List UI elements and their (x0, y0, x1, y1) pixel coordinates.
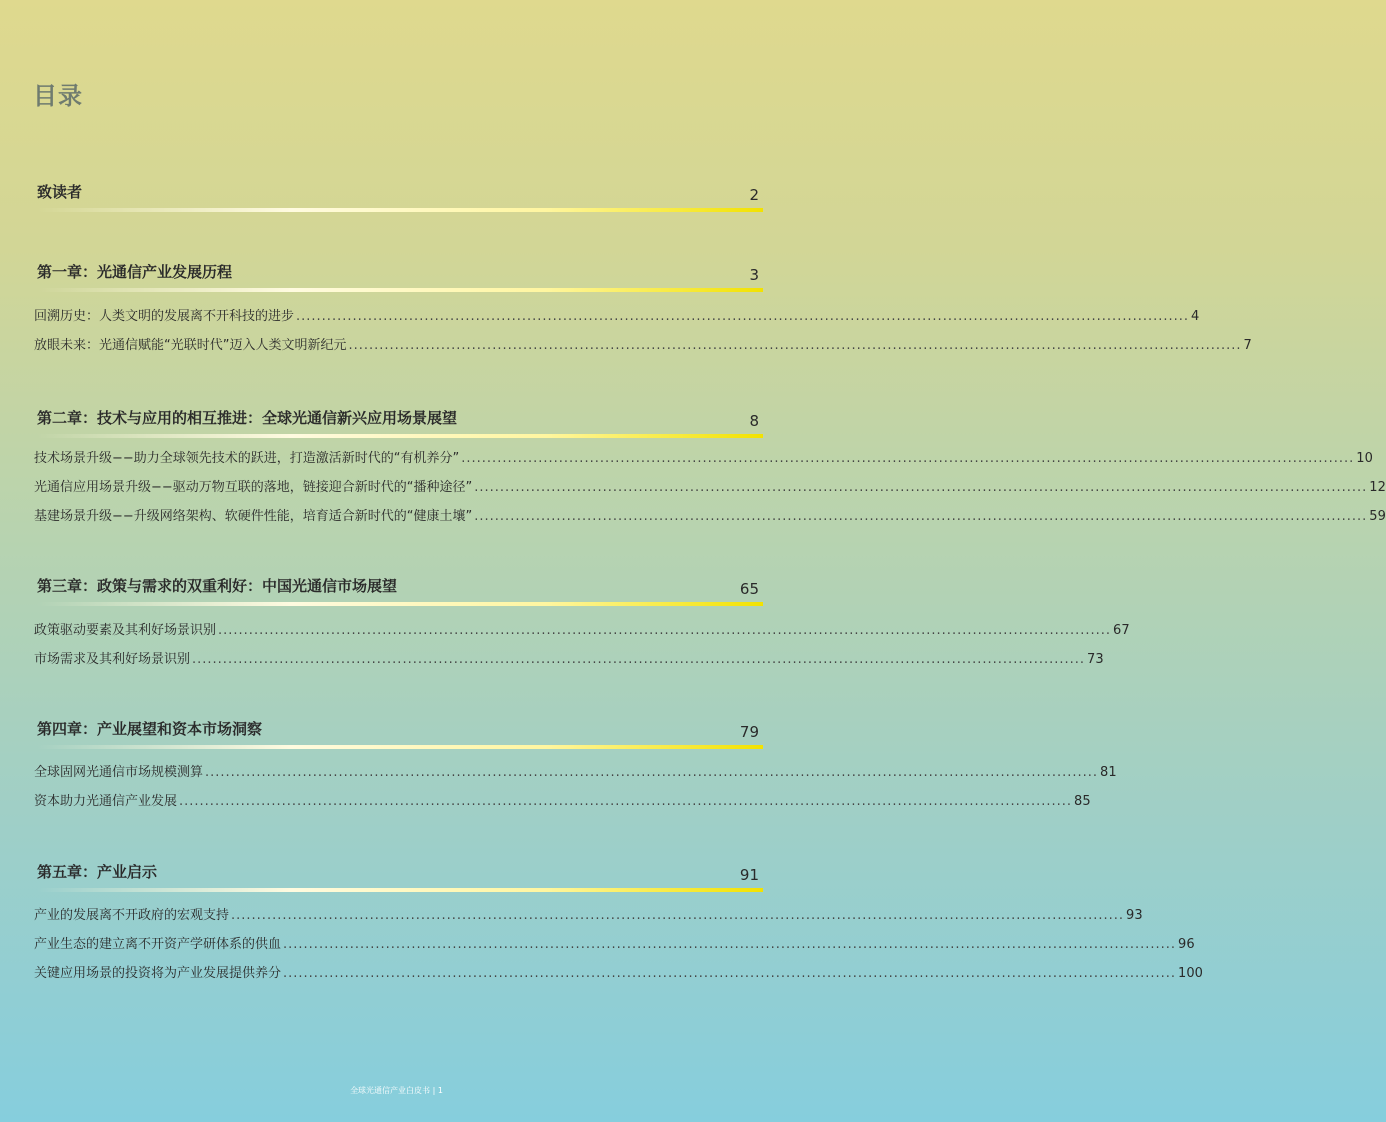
chapter-page-number: 8 (749, 412, 759, 430)
entry-page-number: 96 (1178, 937, 1195, 952)
dot-leader: .............................................................................................................................................................................. (231, 908, 1125, 923)
chapter-divider (37, 288, 763, 292)
entry-title: 技术场景升级−−助力全球领先技术的跃进，打造激活新时代的“有机养分” (34, 451, 460, 466)
toc-chapter-5[interactable] (37, 862, 763, 892)
dot-leader: .............................................................................................................................................................................. (205, 765, 1099, 780)
entry-title: 资本助力光通信产业发展 (34, 794, 178, 809)
dot-leader: .............................................................................................................................................................................. (474, 480, 1368, 495)
dot-leader: .............................................................................................................................................................................. (461, 451, 1355, 466)
entry-title: 政策驱动要素及其利好场景识别 (34, 623, 217, 638)
dot-leader: .............................................................................................................................................................................. (296, 309, 1190, 324)
entry-title: 放眼未来：光通信赋能“光联时代”迈入人类文明新纪元 (34, 338, 347, 353)
entry-title: 产业生态的建立离不开资产学研体系的供血 (34, 937, 282, 952)
toc-chapter-1[interactable] (37, 262, 763, 292)
toc-entry[interactable] (34, 959, 1203, 981)
entry-page-number: 73 (1087, 652, 1104, 667)
toc-entry[interactable] (34, 331, 1252, 353)
chapter-title: 第五章：产业启示 (37, 863, 158, 881)
entry-page-number: 100 (1178, 966, 1203, 981)
chapter-divider (37, 434, 763, 438)
chapter-divider (37, 602, 763, 606)
toc-entry[interactable] (34, 473, 1386, 495)
entry-page-number: 59 (1369, 509, 1386, 524)
chapter-page-number: 79 (739, 723, 759, 741)
dot-leader: .............................................................................................................................................................................. (474, 509, 1368, 524)
entry-title: 基建场景升级−−升级网络架构、软硬件性能，培育适合新时代的“健康土壤” (34, 509, 473, 524)
dot-leader: .............................................................................................................................................................................. (179, 794, 1073, 809)
toc-entry[interactable] (34, 930, 1195, 952)
toc-entry[interactable] (34, 616, 1130, 638)
dot-leader: .............................................................................................................................................................................. (218, 623, 1112, 638)
toc-entry[interactable] (34, 502, 1386, 524)
toc-entry[interactable] (34, 302, 1200, 324)
toc-entry[interactable] (34, 444, 1373, 466)
entry-title: 关键应用场景的投资将为产业发展提供养分 (34, 966, 282, 981)
chapter-page-number: 91 (739, 866, 759, 884)
chapter-divider (37, 208, 763, 212)
entry-page-number: 10 (1356, 451, 1373, 466)
entry-title: 光通信应用场景升级−−驱动万物互联的落地，链接迎合新时代的“播种途径” (34, 480, 473, 495)
chapter-page-number: 2 (749, 186, 759, 204)
chapter-title: 第一章：光通信产业发展历程 (37, 263, 233, 281)
chapter-title: 第四章：产业展望和资本市场洞察 (37, 720, 263, 738)
toc-entry[interactable] (34, 901, 1143, 923)
chapter-title: 致读者 (37, 183, 83, 201)
toc-entry[interactable] (34, 758, 1117, 780)
chapter-title: 第三章：政策与需求的双重利好：中国光通信市场展望 (37, 577, 398, 595)
dot-leader: .............................................................................................................................................................................. (348, 338, 1242, 353)
chapter-title: 第二章：技术与应用的相互推进：全球光通信新兴应用场景展望 (37, 409, 458, 427)
entry-title: 产业的发展离不开政府的宏观支持 (34, 908, 230, 923)
toc-chapter-4[interactable] (37, 719, 763, 749)
entry-title: 全球固网光通信市场规模测算 (34, 765, 204, 780)
entry-page-number: 4 (1191, 309, 1200, 324)
entry-title: 回溯历史：人类文明的发展离不开科技的进步 (34, 309, 295, 324)
entry-title: 市场需求及其利好场景识别 (34, 652, 191, 667)
toc-entry[interactable] (34, 645, 1104, 667)
page-footer: 全球光通信产业白皮书 | 1 (350, 1086, 443, 1095)
chapter-page-number: 3 (749, 266, 759, 284)
chapter-divider (37, 745, 763, 749)
entry-page-number: 67 (1113, 623, 1130, 638)
dot-leader: .............................................................................................................................................................................. (192, 652, 1086, 667)
toc-chapter-preface[interactable] (37, 182, 763, 212)
toc-chapter-2[interactable] (37, 408, 763, 438)
entry-page-number: 12 (1369, 480, 1386, 495)
entry-page-number: 85 (1074, 794, 1091, 809)
toc-title: 目录 (33, 82, 83, 110)
entry-page-number: 93 (1126, 908, 1143, 923)
toc-entry[interactable] (34, 787, 1091, 809)
toc-chapter-3[interactable] (37, 576, 763, 606)
dot-leader: .............................................................................................................................................................................. (283, 937, 1177, 952)
chapter-page-number: 65 (739, 580, 759, 598)
dot-leader: .............................................................................................................................................................................. (283, 966, 1177, 981)
chapter-divider (37, 888, 763, 892)
entry-page-number: 7 (1243, 338, 1252, 353)
entry-page-number: 81 (1100, 765, 1117, 780)
